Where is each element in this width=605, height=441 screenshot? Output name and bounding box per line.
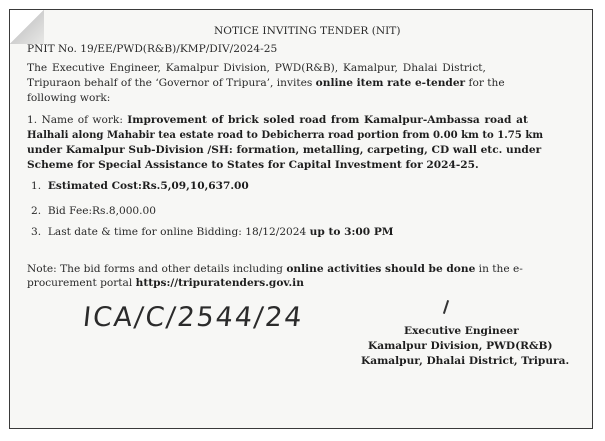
item-last-date: 3. Last date & time for online Bidding: 18/12/2024 up to 3:00 PM — [31, 226, 394, 238]
item-bid-fee: 2. Bid Fee:Rs.8,000.00 — [31, 205, 157, 217]
note-line-2: procurement portal https://tripuratenders.gov.in — [27, 277, 304, 289]
work-line-1: 1. Name of work: Improvement of brick soled road from Kamalpur-Ambassa road at — [27, 114, 528, 126]
work-line-2: Halhali along Mahabir tea estate road to Debicherra road portion from 0.00 km to 1.75 km — [27, 130, 543, 141]
intro-line-2: Tripuraon behalf of the ‘Governor of Tripura’, invites online item rate e-tender for the — [27, 77, 505, 89]
handwritten-reference: ICA/C/2544/24 — [81, 302, 306, 333]
intro-line-1: The Executive Engineer, Kamalpur Division, PWD(R&B), Kamalpur, Dhalai District, — [27, 62, 486, 74]
work-line-3: under Kamalpur Sub-Division /SH: formation, metalling, carpeting, CD wall etc. under — [27, 144, 542, 156]
work-line-4: Scheme for Special Assistance to States for Capital Investment for 2024-25. — [27, 159, 479, 171]
folded-corner — [10, 10, 44, 44]
signatory-location: Kamalpur, Dhalai District, Tripura. — [361, 355, 570, 367]
signatory-division: Kamalpur Division, PWD(R&B) — [368, 340, 553, 352]
note-line-1: Note: The bid forms and other details including online activities should be done in the e- — [27, 263, 523, 275]
item-estimated-cost: 1. Estimated Cost:Rs.5,09,10,637.00 — [31, 180, 249, 192]
notice-heading: NOTICE INVITING TENDER (NIT) — [214, 25, 401, 37]
reference-number: PNIT No. 19/EE/PWD(R&B)/KMP/DIV/2024-25 — [27, 43, 278, 55]
intro-line-3: following work: — [27, 92, 111, 104]
signatory-title: Executive Engineer — [404, 325, 519, 337]
